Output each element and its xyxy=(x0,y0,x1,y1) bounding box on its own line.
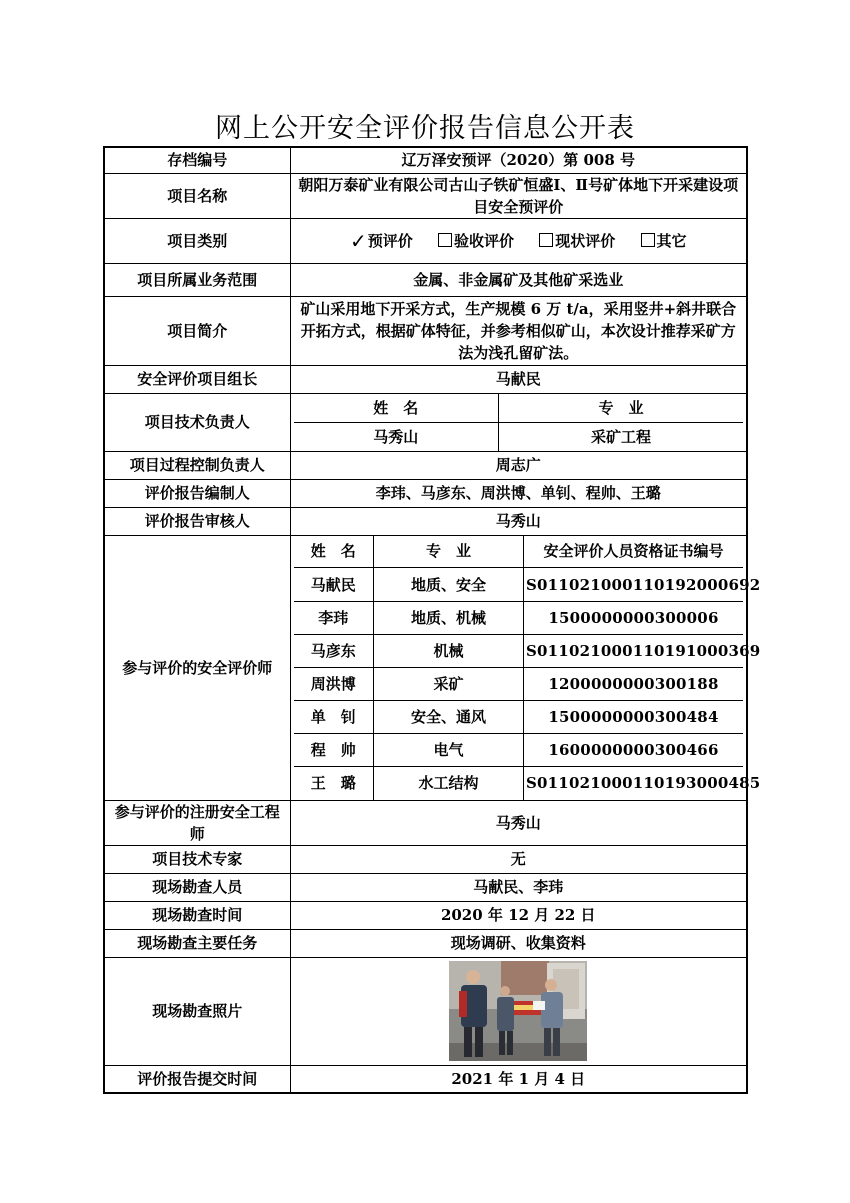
evaluator-cert: S011021000110193000485 xyxy=(524,767,744,800)
category-option-other[interactable] xyxy=(641,230,687,252)
business-scope-value: 金属、非金属矿及其他矿采选业 xyxy=(290,263,747,296)
tech-expert-value: 无 xyxy=(290,845,747,873)
info-table xyxy=(103,146,761,1094)
checkbox-empty-icon xyxy=(641,233,655,247)
evaluator-cert-header: 安全评价人员资格证书编号 xyxy=(524,536,744,568)
survey-tasks-value: 现场调研、收集资料 xyxy=(290,929,747,957)
evaluator-cert: 1500000000300006 xyxy=(524,601,744,634)
project-name-label: 项目名称 xyxy=(104,173,290,218)
reviewer-label: 评价报告审核人 xyxy=(104,507,290,535)
category-option-label: 其它 xyxy=(656,231,687,250)
category-option-label: 预评价 xyxy=(367,231,413,250)
checkbox-empty-icon xyxy=(539,233,553,247)
evaluator-major: 安全、通风 xyxy=(374,701,524,734)
row-category xyxy=(104,218,747,263)
table-row xyxy=(294,767,744,800)
row-submit-time xyxy=(104,1065,747,1093)
row-process-control xyxy=(104,451,747,479)
survey-photo-label: 现场勘查照片 xyxy=(104,957,290,1065)
project-name-value: 朝阳万泰矿业有限公司古山子铁矿恒盛Ⅰ、Ⅱ号矿体地下开采建设项目安全预评价 xyxy=(290,173,747,218)
category-option-label: 验收评价 xyxy=(454,231,515,250)
evaluator-name: 王 璐 xyxy=(294,767,374,800)
tech-lead-name-header: 姓 名 xyxy=(294,394,499,423)
row-team-leader xyxy=(104,365,747,393)
evaluator-major: 水工结构 xyxy=(374,767,524,800)
evaluator-major: 机械 xyxy=(374,634,524,667)
evaluator-cert: 1200000000300188 xyxy=(524,667,744,700)
submit-time-label: 评价报告提交时间 xyxy=(104,1065,290,1093)
row-registered-engineer xyxy=(104,800,747,845)
business-scope-label: 项目所属业务范围 xyxy=(104,263,290,296)
archive-no-label: 存档编号 xyxy=(104,147,290,173)
survey-staff-label: 现场勘查人员 xyxy=(104,873,290,901)
evaluator-major: 地质、机械 xyxy=(374,601,524,634)
site-survey-photo xyxy=(449,961,587,1061)
tech-lead-major: 采矿工程 xyxy=(499,422,744,451)
team-leader-label: 安全评价项目组长 xyxy=(104,365,290,393)
row-reviewer xyxy=(104,507,747,535)
evaluator-major: 电气 xyxy=(374,734,524,767)
row-survey-photo xyxy=(104,957,747,1065)
summary-value: 矿山采用地下开采方式，生产规模 6 万 t/a，采用竖井+斜井联合开拓方式，根据矿体特征，并参考相似矿山，本次设计推荐采矿方法为浅孔留矿法。 xyxy=(290,296,747,365)
table-row xyxy=(294,667,744,700)
evaluators-label: 参与评价的安全评价师 xyxy=(104,535,290,800)
archive-no-value: 辽万泽安预评（2020）第 008 号 xyxy=(290,147,747,173)
tech-lead-label: 项目技术负责人 xyxy=(104,393,290,451)
compilers-label: 评价报告编制人 xyxy=(104,479,290,507)
row-compilers xyxy=(104,479,747,507)
registered-engineer-label: 参与评价的注册安全工程师 xyxy=(104,800,290,845)
tech-lead-major-header: 专 业 xyxy=(499,394,744,423)
evaluator-name: 程 帅 xyxy=(294,734,374,767)
evaluator-name: 周洪博 xyxy=(294,667,374,700)
survey-tasks-label: 现场勘查主要任务 xyxy=(104,929,290,957)
row-evaluators xyxy=(104,535,747,800)
row-tech-expert xyxy=(104,845,747,873)
compilers-value: 李玮、马彦东、周洪博、单钊、程帅、王璐 xyxy=(290,479,747,507)
tech-lead-table xyxy=(294,394,744,451)
survey-staff-value: 马献民、李玮 xyxy=(290,873,747,901)
table-row xyxy=(294,634,744,667)
table-row xyxy=(294,601,744,634)
table-row xyxy=(294,734,744,767)
category-label: 项目类别 xyxy=(104,218,290,263)
evaluator-cert: 1500000000300484 xyxy=(524,701,744,734)
evaluator-cert: S011021000110192000692 xyxy=(524,568,744,601)
row-survey-time xyxy=(104,901,747,929)
category-option-status[interactable] xyxy=(539,230,615,252)
row-summary xyxy=(104,296,747,365)
summary-label: 项目简介 xyxy=(104,296,290,365)
process-control-label: 项目过程控制负责人 xyxy=(104,451,290,479)
table-row xyxy=(294,701,744,734)
checkmark-icon: ✓ xyxy=(349,228,367,253)
tech-lead-name: 马秀山 xyxy=(294,422,499,451)
survey-time-label: 现场勘查时间 xyxy=(104,901,290,929)
process-control-value: 周志广 xyxy=(290,451,747,479)
checkbox-empty-icon xyxy=(438,233,452,247)
row-survey-tasks xyxy=(104,929,747,957)
evaluator-name: 李玮 xyxy=(294,601,374,634)
survey-time-value: 2020 年 12 月 22 日 xyxy=(290,901,747,929)
evaluator-cert: 1600000000300466 xyxy=(524,734,744,767)
page-title: 网上公开安全评价报告信息公开表 xyxy=(215,113,635,144)
row-tech-lead xyxy=(104,393,747,451)
reviewer-value: 马秀山 xyxy=(290,507,747,535)
row-survey-staff xyxy=(104,873,747,901)
row-business-scope xyxy=(104,263,747,296)
category-option-label: 现状评价 xyxy=(555,231,616,250)
category-option-pre[interactable] xyxy=(350,230,413,252)
row-archive-no xyxy=(104,147,747,173)
table-row xyxy=(294,568,744,601)
tech-expert-label: 项目技术专家 xyxy=(104,845,290,873)
row-project-name xyxy=(104,173,747,218)
evaluator-major-header: 专 业 xyxy=(374,536,524,568)
evaluator-name: 马献民 xyxy=(294,568,374,601)
evaluator-major: 采矿 xyxy=(374,667,524,700)
evaluator-cert: S011021000110191000369 xyxy=(524,634,744,667)
registered-engineer-value: 马秀山 xyxy=(290,800,747,845)
submit-time-value: 2021 年 1 月 4 日 xyxy=(290,1065,747,1093)
category-options xyxy=(290,218,747,263)
category-option-acceptance[interactable] xyxy=(438,230,514,252)
evaluator-major: 地质、安全 xyxy=(374,568,524,601)
team-leader-value: 马献民 xyxy=(290,365,747,393)
evaluators-table xyxy=(294,536,761,800)
evaluator-name: 马彦东 xyxy=(294,634,374,667)
evaluator-name: 单 钊 xyxy=(294,701,374,734)
evaluator-name-header: 姓 名 xyxy=(294,536,374,568)
